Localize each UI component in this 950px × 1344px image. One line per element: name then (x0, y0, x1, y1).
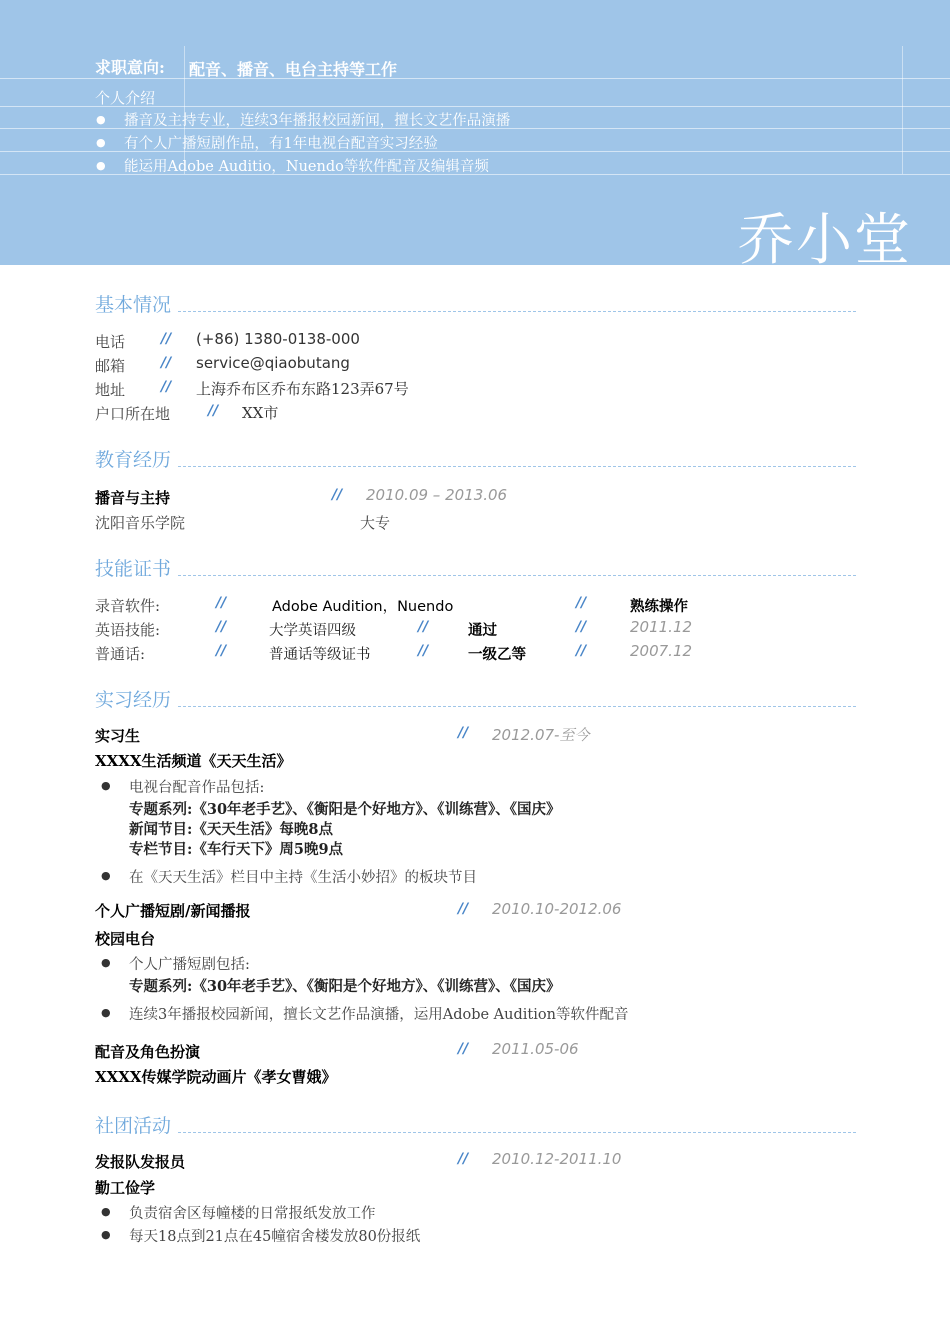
job-dates: 2010.10-2012.06 (492, 900, 622, 918)
bullet-icon: ● (101, 956, 111, 969)
candidate-name: 乔小堂 (738, 208, 912, 273)
bullet-icon: ● (96, 136, 106, 149)
skill-result: 通过 (468, 622, 497, 639)
job-subline: 专栏节目:《车行天下》周5晚9点 (129, 841, 344, 858)
separator: // (332, 487, 343, 503)
section-divider (178, 575, 856, 576)
separator: // (161, 355, 172, 371)
job-role: 配音及角色扮演 (95, 1043, 201, 1061)
skill-date: 2007.12 (630, 642, 693, 660)
intro-item: 播音及主持专业，连续3年播报校园新闻，擅长文艺作品演播 (124, 113, 511, 129)
separator: // (208, 403, 219, 419)
section-title-internship: 实习经历 (95, 689, 172, 711)
separator: // (418, 619, 429, 635)
club-item: 每天18点到21点在45幢宿舍楼发放80份报纸 (129, 1229, 421, 1245)
separator: // (458, 725, 469, 741)
club-item: 负责宿舍区每幢楼的日常报纸发放工作 (129, 1206, 376, 1222)
skill-item: Adobe Audition，Nuendo (272, 599, 454, 615)
job-dates: 2011.05-06 (492, 1040, 579, 1058)
section-divider (178, 1132, 856, 1133)
skill-result: 一级乙等 (468, 646, 526, 663)
email-value: service@qiaobutang (196, 354, 350, 372)
job-dates: 2012.07-至今 (492, 726, 590, 744)
bullet-icon: ● (101, 1006, 111, 1019)
club-org: 勤工俭学 (95, 1179, 156, 1197)
job-bullet: 连续3年播报校园新闻，擅长文艺作品演播，运用Adobe Audition等软件配音 (129, 1007, 629, 1023)
phone-value: (+86) 1380-0138-000 (196, 330, 360, 348)
edu-school: 沈阳音乐学院 (95, 514, 186, 532)
job-org: XXXX传媒学院动画片《孝女曹娥》 (95, 1068, 337, 1086)
job-subline: 新闻节目:《天天生活》每晚8点 (129, 821, 333, 838)
header-vrule (902, 46, 903, 174)
intro-title: 个人介绍 (95, 89, 156, 107)
intro-item: 能运用Adobe Auditio，Nuendo等软件配音及编辑音频 (124, 159, 489, 175)
address-value: 上海乔布区乔布东路123弄67号 (196, 380, 409, 398)
section-divider (178, 706, 856, 707)
phone-label: 电话 (95, 333, 126, 351)
hukou-value: XX市 (242, 404, 279, 422)
section-title-skills: 技能证书 (95, 558, 172, 580)
objective-value: 配音、播音、电台主持等工作 (189, 60, 398, 79)
club-role: 发报队发报员 (95, 1153, 186, 1171)
section-divider (178, 466, 856, 467)
separator: // (216, 643, 227, 659)
skill-item: 大学英语四级 (269, 623, 356, 639)
hukou-label: 户口所在地 (95, 405, 171, 423)
edu-degree: 大专 (360, 514, 391, 532)
skill-label: 录音软件: (95, 597, 161, 615)
skill-date: 2011.12 (630, 618, 693, 636)
job-role: 个人广播短剧/新闻播报 (95, 902, 251, 920)
objective-label: 求职意向: (95, 58, 165, 77)
bullet-icon: ● (101, 1228, 111, 1241)
separator: // (216, 619, 227, 635)
skill-item: 普通话等级证书 (269, 647, 371, 663)
separator: // (216, 595, 227, 611)
separator: // (418, 643, 429, 659)
address-label: 地址 (95, 381, 126, 399)
job-org: 校园电台 (95, 930, 156, 948)
job-org: XXXX生活频道《天天生活》 (95, 752, 292, 770)
skill-level: 熟练操作 (630, 598, 688, 615)
email-label: 邮箱 (95, 357, 126, 375)
separator: // (576, 643, 587, 659)
job-subline: 专题系列:《30年老手艺》、《衡阳是个好地方》、《训练营》、《国庆》 (129, 978, 561, 995)
bullet-icon: ● (101, 1205, 111, 1218)
section-title-basic: 基本情况 (95, 294, 172, 316)
separator: // (576, 619, 587, 635)
section-title-club: 社团活动 (95, 1115, 172, 1137)
bullet-icon: ● (101, 869, 111, 882)
separator: // (161, 331, 172, 347)
job-bullet: 电视台配音作品包括: (129, 780, 265, 796)
edu-major: 播音与主持 (95, 489, 171, 507)
club-dates: 2010.12-2011.10 (492, 1150, 622, 1168)
section-divider (178, 311, 856, 312)
job-subline: 专题系列:《30年老手艺》、《衡阳是个好地方》、《训练营》、《国庆》 (129, 801, 561, 818)
job-role: 实习生 (95, 727, 141, 745)
skill-label: 普通话: (95, 645, 146, 663)
separator: // (576, 595, 587, 611)
edu-dates: 2010.09 – 2013.06 (366, 486, 508, 504)
bullet-icon: ● (96, 159, 106, 172)
separator: // (458, 1041, 469, 1057)
header-rule (0, 78, 950, 79)
separator: // (458, 1151, 469, 1167)
intro-item: 有个人广播短剧作品，有1年电视台配音实习经验 (124, 136, 438, 152)
bullet-icon: ● (96, 113, 106, 126)
job-bullet: 个人广播短剧包括: (129, 957, 250, 973)
skill-label: 英语技能: (95, 621, 161, 639)
separator: // (458, 901, 469, 917)
separator: // (161, 379, 172, 395)
job-bullet: 在《天天生活》栏目中主持《生活小妙招》的板块节目 (129, 870, 477, 886)
section-title-education: 教育经历 (95, 449, 172, 471)
bullet-icon: ● (101, 779, 111, 792)
header-banner (0, 0, 950, 273)
